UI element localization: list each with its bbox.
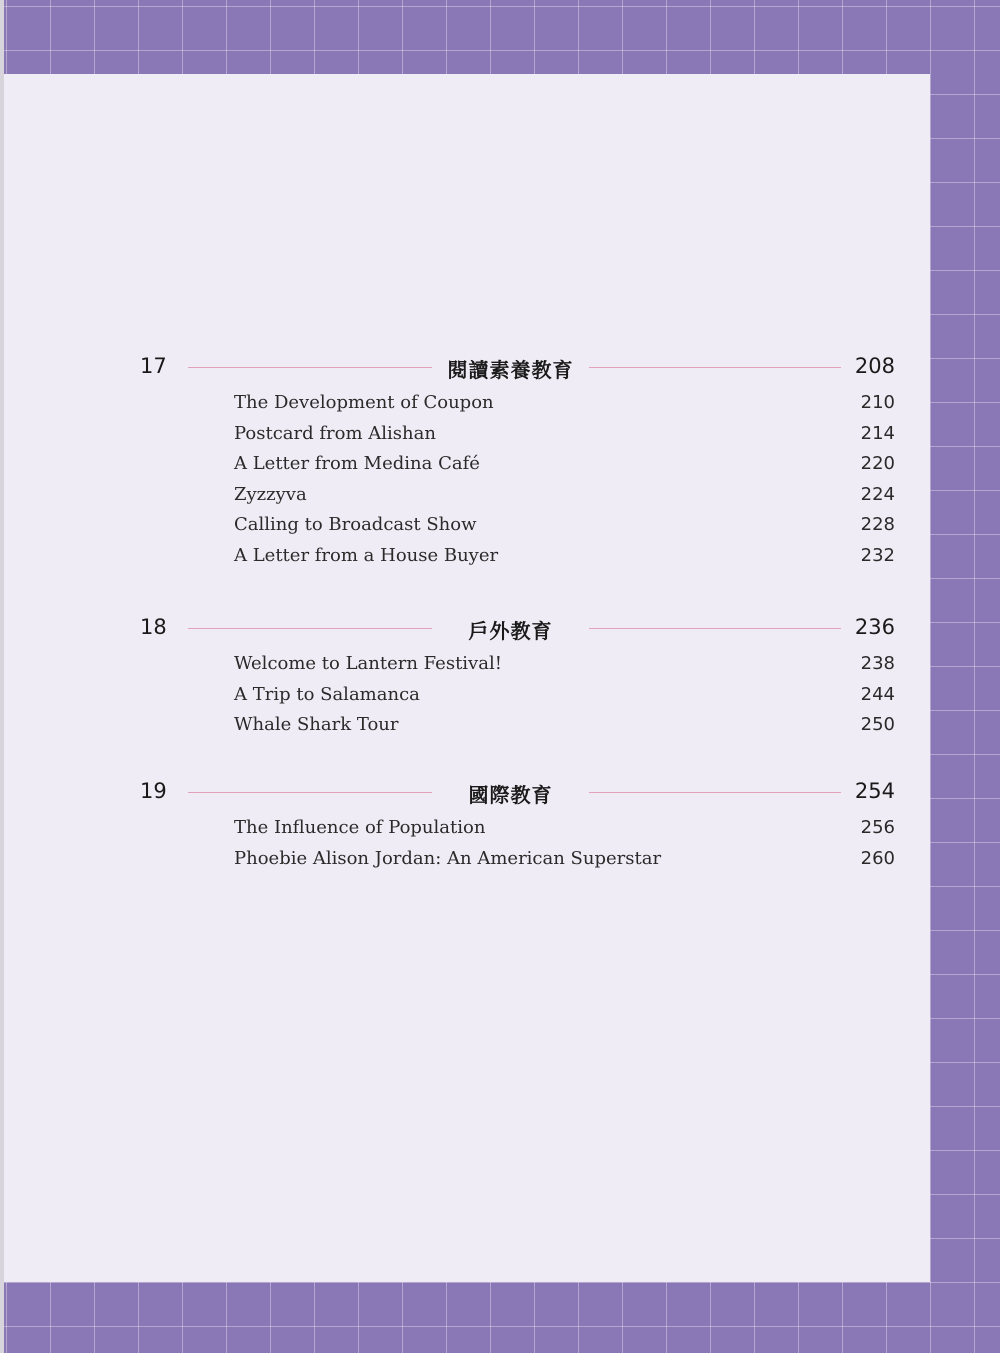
toc-section-19 xyxy=(4,779,930,878)
entry-title: Postcard from Alishan xyxy=(234,422,436,444)
entry-title: Calling to Broadcast Show xyxy=(234,514,477,536)
entry-page-number: 210 xyxy=(860,392,895,413)
toc-entry[interactable] xyxy=(4,714,930,745)
toc-entry[interactable] xyxy=(4,653,930,684)
entry-page-number: 232 xyxy=(860,544,895,566)
entry-page-number: 220 xyxy=(860,453,895,475)
entry-title: Whale Shark Tour xyxy=(234,714,399,736)
section-header xyxy=(4,354,930,384)
section-title: 戶外教育 xyxy=(468,619,553,643)
section-page-number: 208 xyxy=(854,354,895,378)
section-rule-right xyxy=(589,792,841,793)
entry-page-number: 250 xyxy=(860,714,895,736)
section-page-number: 236 xyxy=(854,615,895,639)
toc-entry[interactable] xyxy=(4,817,930,848)
entry-page-number: 260 xyxy=(860,847,895,869)
toc-entry[interactable] xyxy=(4,684,930,715)
toc-entry[interactable] xyxy=(4,848,930,879)
entry-title: Welcome to Lantern Festival! xyxy=(234,653,502,674)
section-entries xyxy=(4,817,930,878)
toc-entry[interactable] xyxy=(4,423,930,454)
entry-title: A Letter from Medina Café xyxy=(234,453,480,475)
section-rule-left xyxy=(188,367,432,368)
entry-title: Zyzzyva xyxy=(234,483,307,505)
entry-page-number: 244 xyxy=(860,683,895,705)
section-title: 國際教育 xyxy=(468,783,553,807)
entry-page-number: 228 xyxy=(860,514,895,536)
toc-entry[interactable] xyxy=(4,484,930,515)
section-rule-right xyxy=(589,628,841,629)
section-title: 閱讀素養教育 xyxy=(447,358,574,382)
section-rule-left xyxy=(188,792,432,793)
entry-page-number: 256 xyxy=(860,817,895,838)
entry-page-number: 238 xyxy=(860,653,895,674)
toc-entry[interactable] xyxy=(4,453,930,484)
section-number: 17 xyxy=(140,354,167,378)
entry-title: Phoebie Alison Jordan: An American Superstar xyxy=(234,847,662,869)
toc-section-17 xyxy=(4,354,930,576)
toc-entry[interactable] xyxy=(4,514,930,545)
entry-title: A Trip to Salamanca xyxy=(234,683,420,705)
section-rule-left xyxy=(188,628,432,629)
entry-title: The Influence of Population xyxy=(234,817,486,838)
toc-entry[interactable] xyxy=(4,545,930,576)
section-page-number: 254 xyxy=(854,779,895,803)
section-entries xyxy=(4,392,930,576)
entry-title: A Letter from a House Buyer xyxy=(234,544,499,566)
entry-title: The Development of Coupon xyxy=(234,392,494,413)
section-header xyxy=(4,779,930,809)
entry-page-number: 214 xyxy=(860,422,895,444)
toc-page xyxy=(4,74,930,1282)
section-rule-right xyxy=(589,367,841,368)
section-number: 18 xyxy=(140,615,167,639)
section-entries xyxy=(4,653,930,745)
entry-page-number: 224 xyxy=(860,483,895,505)
section-header xyxy=(4,615,930,645)
section-number: 19 xyxy=(140,779,167,803)
toc-entry[interactable] xyxy=(4,392,930,423)
toc-section-18 xyxy=(4,615,930,745)
